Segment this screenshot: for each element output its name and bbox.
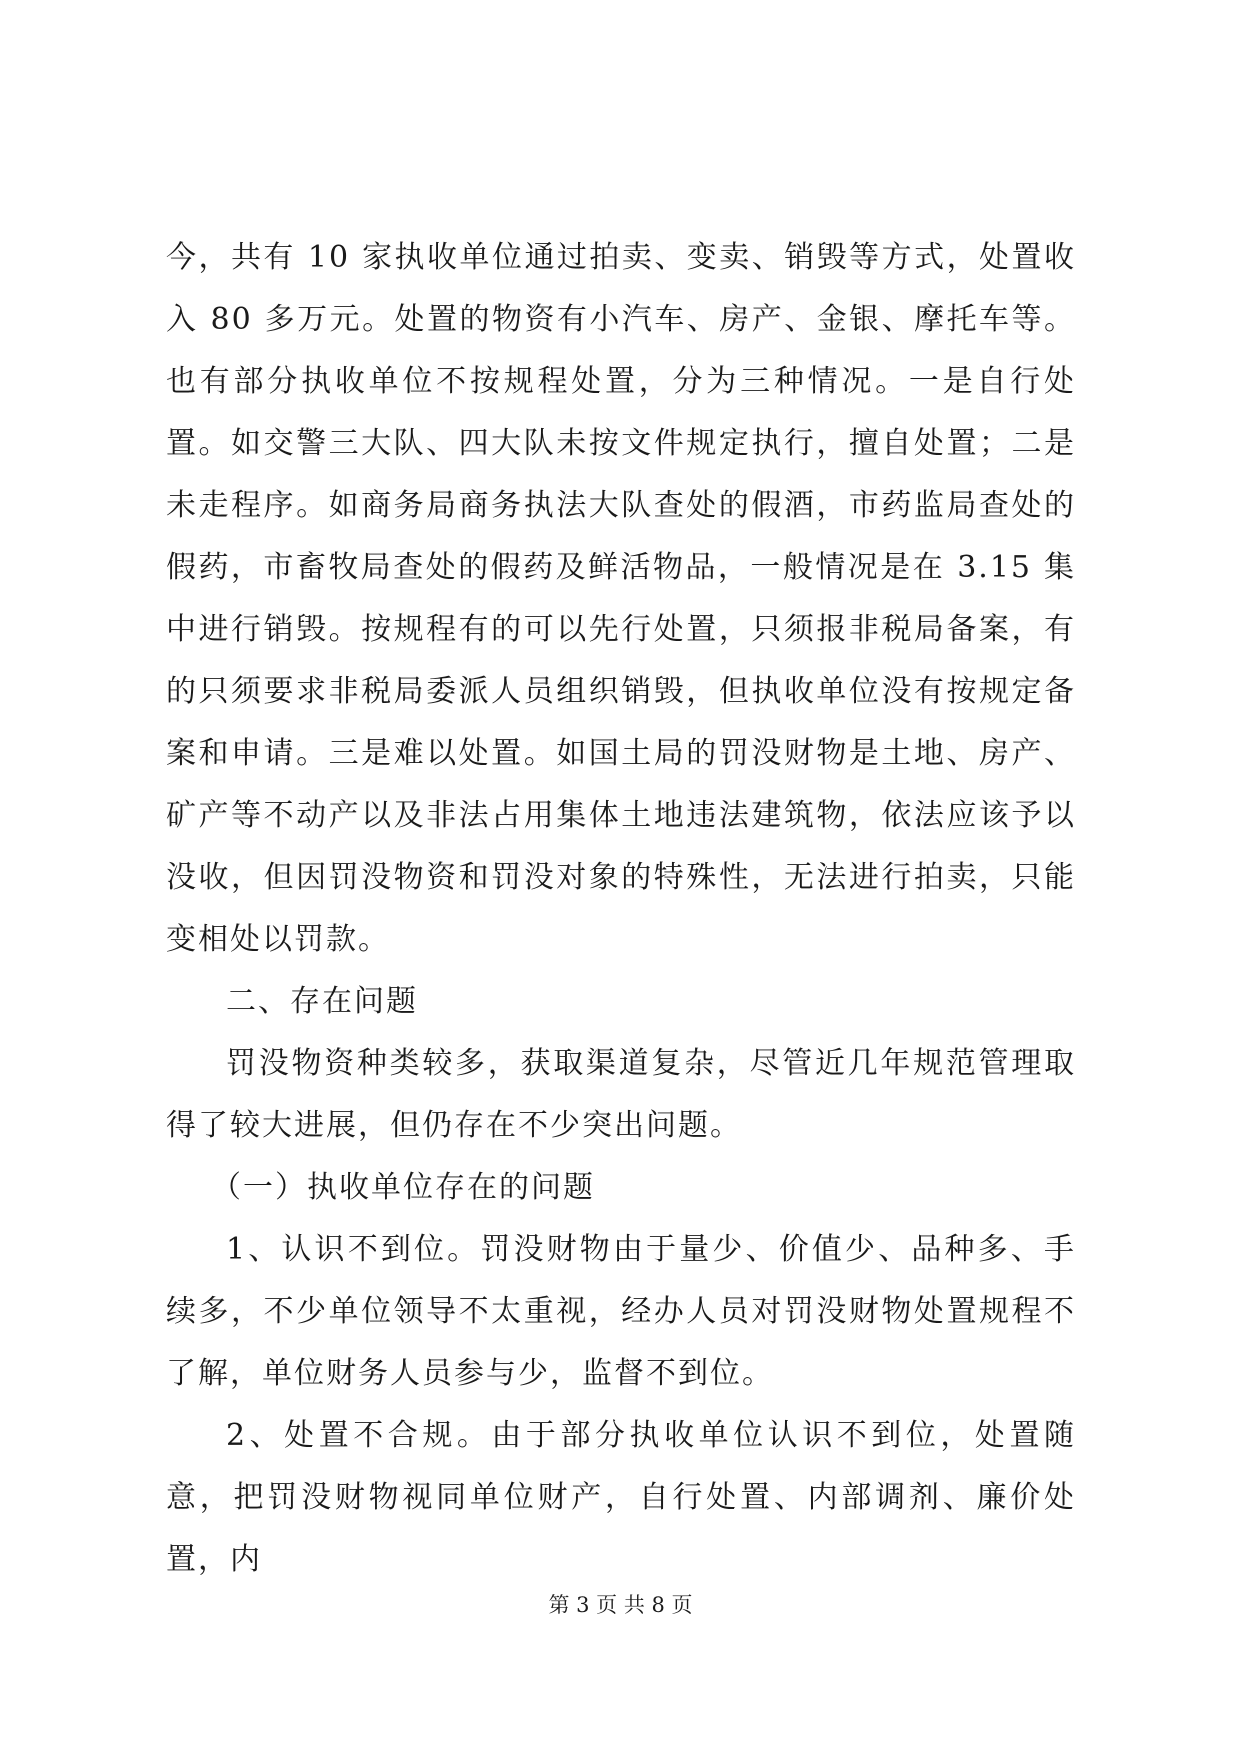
paragraph-item-1: 1、认识不到位。罚没财物由于量少、价值少、品种多、手续多，不少单位领导不太重视，经办人员对罚没财物处置规程不了解，单位财务人员参与少，监督不到位。 (166, 1232, 1076, 1391)
paragraph-problems-intro: 罚没物资种类较多，获取渠道复杂，尽管近几年规范管理取得了较大进展，但仍存在不少突出问题。 (166, 1046, 1076, 1143)
paragraph-item-2: 2、处置不合规。由于部分执收单位认识不到位，处置随意，把罚没财物视同单位财产，自行处置、内部调剂、廉价处置，内 (166, 1418, 1076, 1577)
section-heading-existing-problems: 二、存在问题 (226, 984, 418, 1019)
subsection-heading-collecting-units: （一）执收单位存在的问题 (211, 1170, 595, 1205)
paragraph-disposal-cases: 今，共有 10 家执收单位通过拍卖、变卖、销毁等方式，处置收入 80 多万元。处置的物资有小汽车、房产、金银、摩托车等。也有部分执收单位不按规程处置，分为三种情况。一是自行处置。如交警三大队、四大队未按文件规定执行，擅自处置；二是未走程序。如商务局商务执法大队查处的假酒，市药监局查处的假药，市畜牧局查处的假药及鲜活物品，一般情况是在 3.15 集中进行销毁。按规程有的可以先行处置，只须报非税局备案，有的只须要求非税局委派人员组织销毁，但执收单位没有按规定备案和申请。三是难以处置。如国土局的罚没财物是土地、房产、矿产等不动产以及非法占用集体土地违法建筑物，依法应该予以没收，但因罚没物资和罚没对象的特殊性，无法进行拍卖，只能变相处以罚款。 (166, 240, 1076, 957)
document-body (166, 227, 1076, 1591)
page-number-footer: 第 3 页 共 8 页 (548, 1593, 693, 1617)
